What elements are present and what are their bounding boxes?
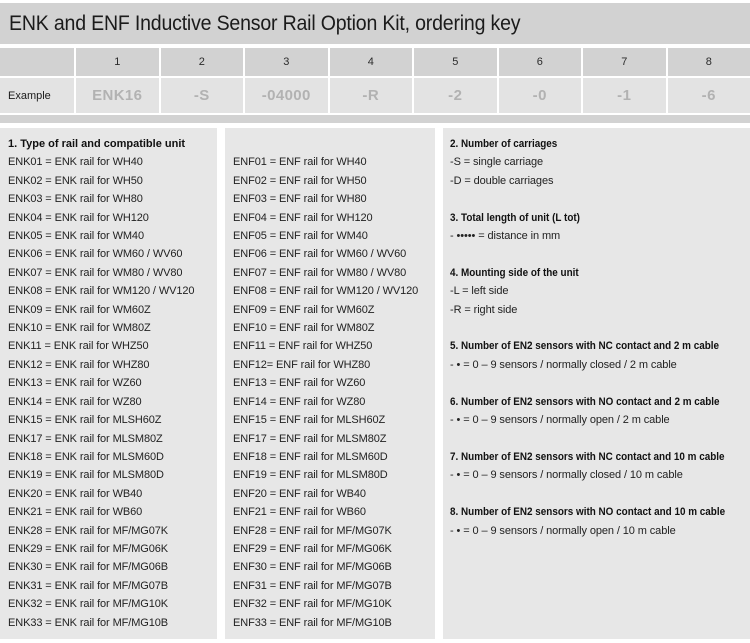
list-item-enk: ENK18 = ENK rail for MLSM60D [8,450,164,463]
option-section [450,503,750,540]
section-heading: 8. Number of EN2 sensors with NO contact and 10 m cable [450,506,726,519]
list-item-enf: ENF03 = ENF rail for WH80 [233,193,367,206]
list-item-enk: ENK05 = ENK rail for WM40 [8,230,144,243]
example-value-cell: -2 [414,78,497,113]
list-item-enk: ENK17 = ENK rail for MLSM80Z [8,432,163,445]
list-item-enf: ENF08 = ENF rail for WM120 / WV120 [233,285,419,298]
panel-rail-types-enf [225,128,435,639]
section-line: - • = 0 – 9 sensors / normally open / 2 m cable [450,414,670,427]
list-item-enk: ENK06 = ENK rail for WM60 / WV60 [8,248,183,261]
column-number-cell: 3 [245,48,328,76]
example-row-label: Example [0,78,74,113]
list-item-enk: ENK21 = ENK rail for WB60 [8,506,143,519]
list-item-enf: ENF18 = ENF rail for MLSM60D [233,450,388,463]
list-item-enk: ENK29 = ENK rail for MF/MG06K [8,542,169,555]
section-heading: 4. Mounting side of the unit [450,266,579,279]
list-item-enf: ENF20 = ENF rail for WB40 [233,487,366,500]
example-value-cell: -R [330,78,413,113]
list-item-enk: ENK01 = ENK rail for WH40 [8,156,143,169]
list-item-enf: ENF29 = ENF rail for MF/MG06K [233,542,392,555]
list-item-enf: ENF09 = ENF rail for WM60Z [233,303,375,316]
column-number-row [0,48,750,76]
list-item-enf: ENF13 = ENF rail for WZ60 [233,377,366,390]
list-item-enf: ENF10 = ENF rail for WM80Z [233,322,375,335]
list-item-enk: ENK02 = ENK rail for WH50 [8,174,143,187]
section-line: - • = 0 – 9 sensors / normally closed / 10 m cable [450,469,683,482]
list-item-enk: ENK30 = ENK rail for MF/MG06B [8,561,169,574]
list-item-enk: ENK15 = ENK rail for MLSH60Z [8,414,162,427]
list-item-enf: ENF01 = ENF rail for WH40 [233,156,367,169]
list-item-enk: ENK09 = ENK rail for WM60Z [8,303,151,316]
example-value-cell: -S [161,78,244,113]
column-number-cell: 4 [330,48,413,76]
list-item-enf: ENF15 = ENF rail for MLSH60Z [233,414,386,427]
list-item-enk: ENK20 = ENK rail for WB40 [8,487,143,500]
section-line: - • = 0 – 9 sensors / normally open / 10 m cable [450,524,676,537]
list-item-enf: ENF31 = ENF rail for MF/MG07B [233,579,392,592]
list-item-enf: ENF21 = ENF rail for WB60 [233,506,366,519]
list-item-enf: ENF05 = ENF rail for WM40 [233,230,368,243]
table-bottom-strip [0,115,750,123]
list-item-enf: ENF07 = ENF rail for WM80 / WV80 [233,266,407,279]
section-heading: 5. Number of EN2 sensors with NC contact and 2 m cable [450,340,720,353]
list-item-enk: ENK08 = ENK rail for WM120 / WV120 [8,285,195,298]
list-item-enk: ENK33 = ENK rail for MF/MG10B [8,616,169,629]
option-section [450,209,750,246]
example-value-cell: -0 [499,78,582,113]
list-item-enf: ENF17 = ENF rail for MLSM80Z [233,432,387,445]
list-item-enk: ENK04 = ENK rail for WH120 [8,211,149,224]
section-line: -R = right side [450,303,518,316]
enf-rail-list [233,135,435,632]
option-sections [450,135,750,540]
list-item-enk: ENK13 = ENK rail for WZ60 [8,377,142,390]
column-number-cell: 1 [76,48,159,76]
list-item-enk: ENK07 = ENK rail for WM80 / WV80 [8,266,183,279]
option-section [450,264,750,319]
list-item-enk: ENK19 = ENK rail for MLSM80D [8,469,164,482]
list-item-enf: ENF19 = ENF rail for MLSM80D [233,469,388,482]
panel-rail-types-enk [0,128,217,639]
content-panels [0,128,750,639]
example-value-cell: ENK16 [76,78,159,113]
list-item-enk: ENK12 = ENK rail for WHZ80 [8,358,150,371]
list-item-enf: ENF14 = ENF rail for WZ80 [233,395,366,408]
section-heading-rail-type: 1. Type of rail and compatible unit [8,138,186,150]
example-row [0,78,750,113]
option-section [450,448,750,485]
column-number-cell: 2 [161,48,244,76]
option-section [450,337,750,374]
section-line: -D = double carriages [450,174,554,187]
section-line: - ••••• = distance in mm [450,230,561,243]
list-item-enf: ENF06 = ENF rail for WM60 / WV60 [233,248,407,261]
section-line: - • = 0 – 9 sensors / normally closed / 2 m cable [450,358,677,371]
list-item-enf: ENF12= ENF rail for WHZ80 [233,358,371,371]
list-item-enf: ENF32 = ENF rail for MF/MG10K [233,598,392,611]
panel-option-sections [443,128,750,639]
example-value-cell: -6 [668,78,750,113]
section-heading: 7. Number of EN2 sensors with NC contact and 10 m cable [450,450,725,463]
list-item-enk: ENK10 = ENK rail for WM80Z [8,322,151,335]
column-number-cell: 8 [668,48,750,76]
column-number-cell: 7 [583,48,666,76]
list-item-enf: ENF30 = ENF rail for MF/MG06B [233,561,392,574]
list-item-enf: ENF28 = ENF rail for MF/MG07K [233,524,392,537]
list-item-enf: ENF33 = ENF rail for MF/MG10B [233,616,392,629]
list-item-enf: ENF02 = ENF rail for WH50 [233,174,367,187]
section-heading: 2. Number of carriages [450,138,558,150]
section-heading: 6. Number of EN2 sensors with NO contact and 2 m cable [450,395,720,408]
title-bar [0,3,750,44]
example-value-cell: -04000 [245,78,328,113]
option-section [450,393,750,430]
section-heading: 3. Total length of unit (L tot) [450,211,580,224]
list-item-enf: ENF11 = ENF rail for WHZ50 [233,340,373,353]
option-section [450,135,750,190]
enk-rail-list [8,153,217,632]
list-item-enk: ENK32 = ENK rail for MF/MG10K [8,598,169,611]
list-item-enf: ENF04 = ENF rail for WH120 [233,211,373,224]
section-line: -S = single carriage [450,156,544,169]
list-item-enk: ENK03 = ENK rail for WH80 [8,193,143,206]
list-item-enk: ENK11 = ENK rail for WHZ50 [8,340,149,353]
section-line: -L = left side [450,285,509,298]
page-title: ENK and ENF Inductive Sensor Rail Option Kit, ordering key [9,11,521,35]
column-number-cell: 5 [414,48,497,76]
list-item-enk: ENK14 = ENK rail for WZ80 [8,395,142,408]
list-item-enk: ENK31 = ENK rail for MF/MG07B [8,579,169,592]
example-value-cell: -1 [583,78,666,113]
table-corner-cell [0,48,74,76]
list-item-enk: ENK28 = ENK rail for MF/MG07K [8,524,169,537]
column-number-cell: 6 [499,48,582,76]
